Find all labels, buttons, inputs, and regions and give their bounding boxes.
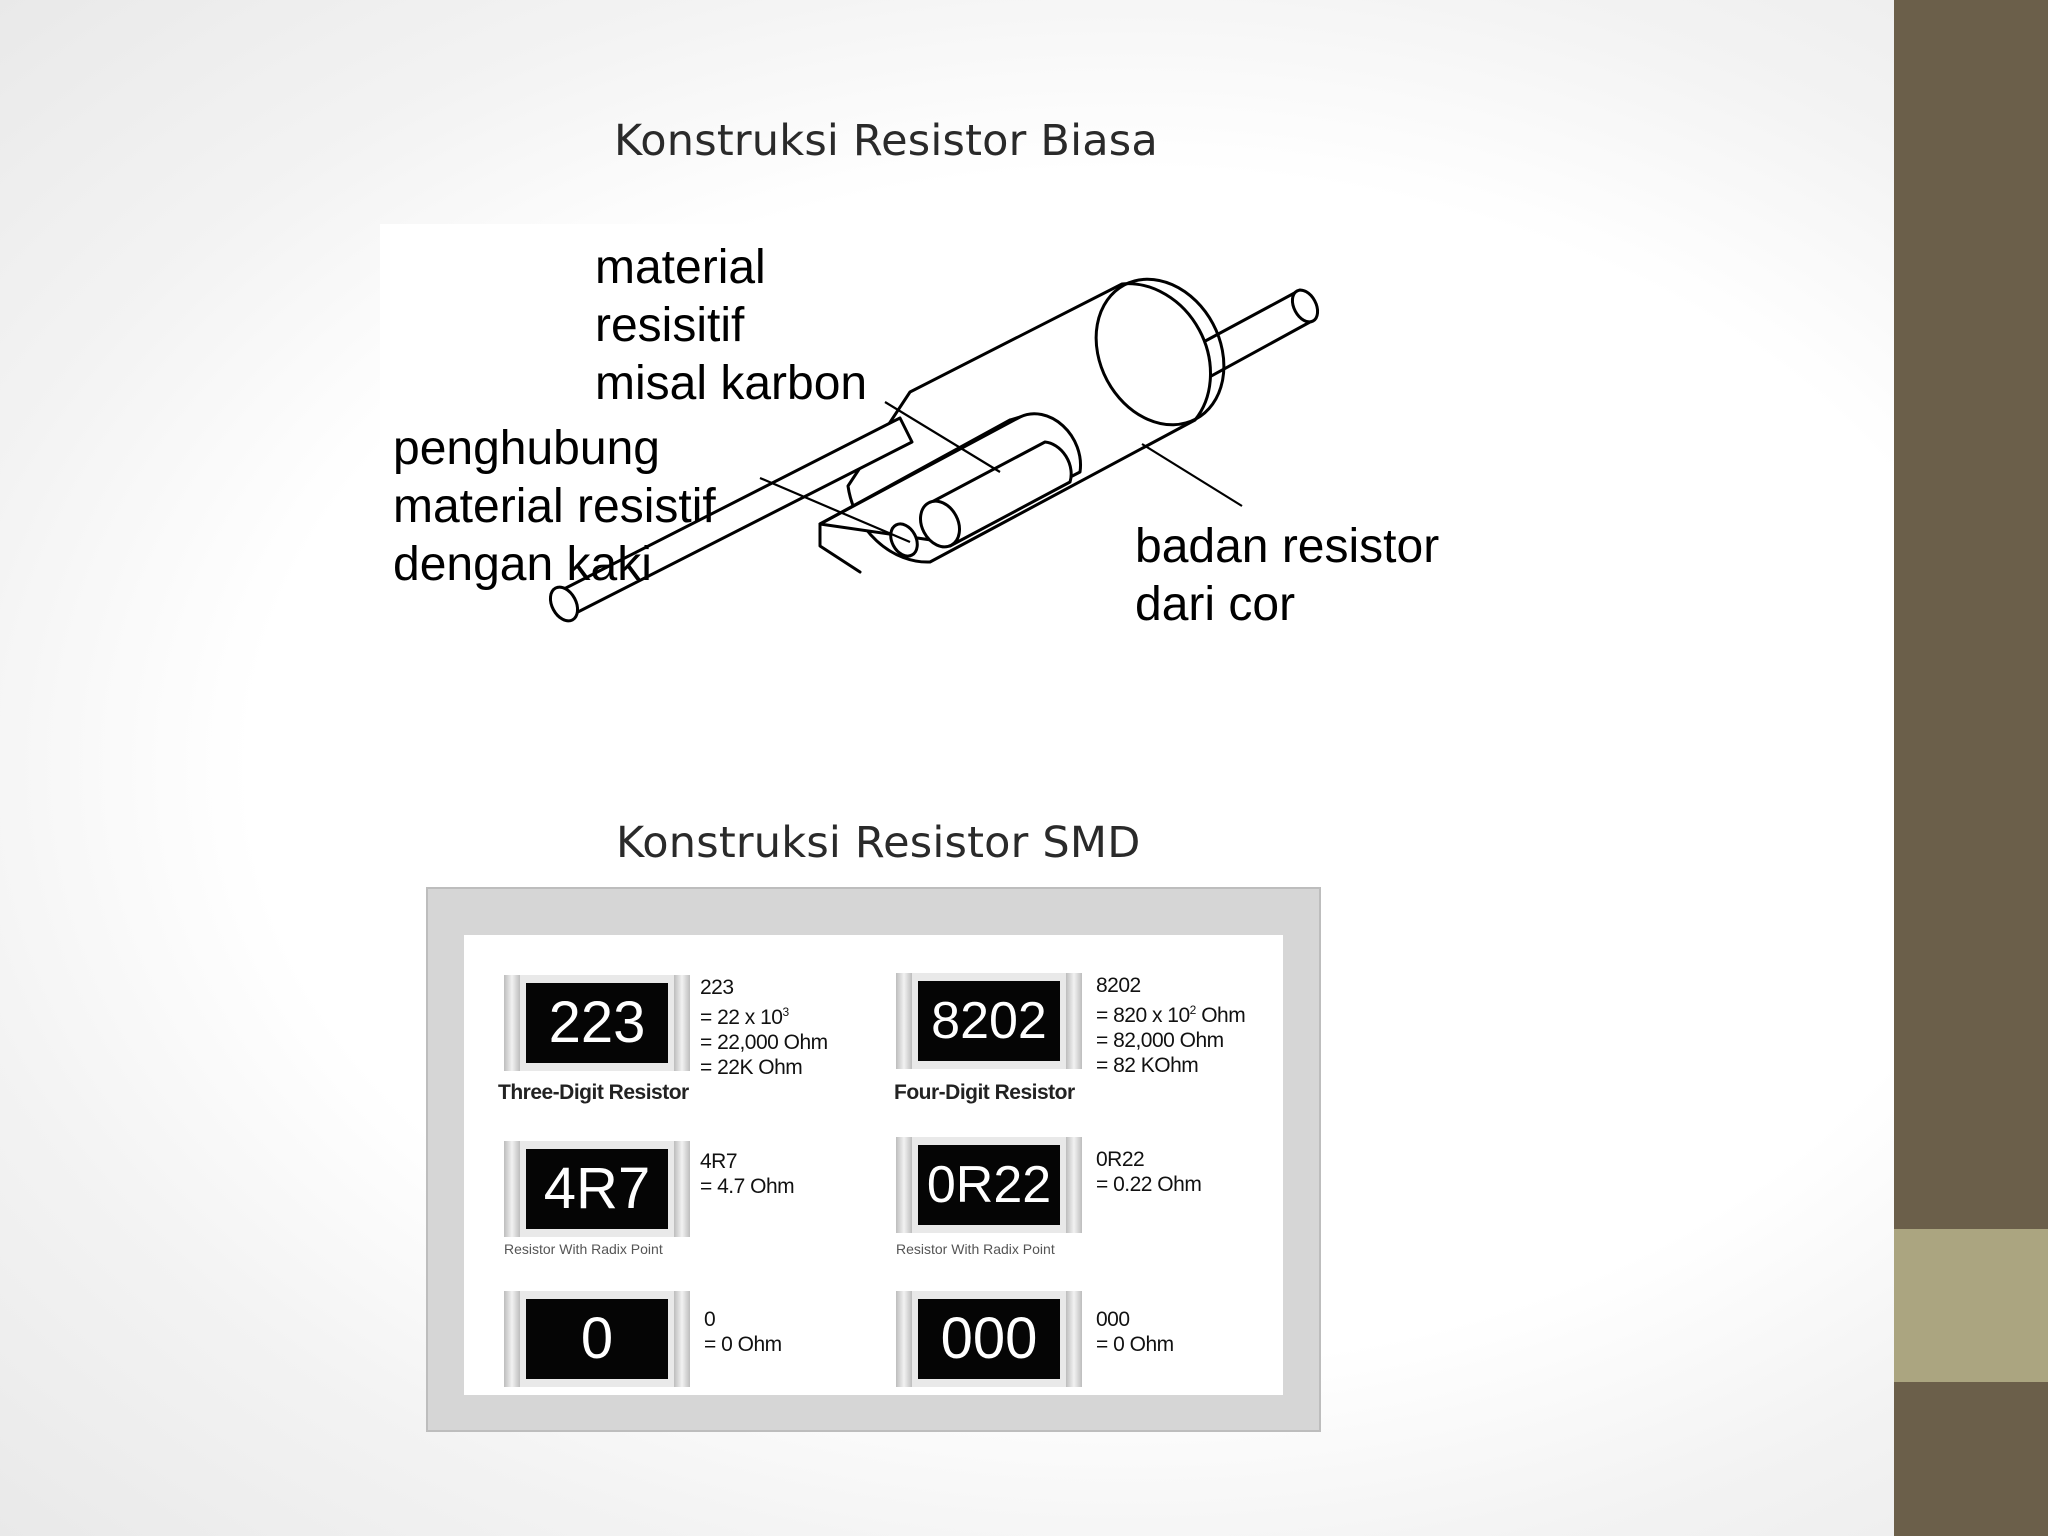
note-line: 0: [704, 1308, 716, 1331]
note-line: = 82,000 Ohm: [1096, 1029, 1224, 1052]
label-line: dari cor: [1135, 578, 1296, 631]
note-line: = 22,000 Ohm: [700, 1031, 828, 1054]
label-line: material: [595, 241, 766, 294]
caption-four-digit: Four-Digit Resistor: [894, 1081, 1075, 1104]
label-line: misal karbon: [595, 357, 868, 410]
title-regular-resistor: Konstruksi Resistor Biasa: [614, 116, 1158, 166]
smd-chip-000: [896, 1291, 1082, 1387]
note-line: 000: [1096, 1308, 1130, 1331]
note-text: = 22 x 10: [700, 1006, 783, 1029]
label-connector: [393, 420, 716, 594]
smd-chip-223: [504, 975, 690, 1071]
note-line: 8202: [1096, 974, 1141, 997]
caption-three-digit: Three-Digit Resistor: [498, 1081, 689, 1104]
note-0: [704, 1307, 782, 1357]
note-line: [1096, 998, 1245, 1028]
smd-chip-0r22: [896, 1137, 1082, 1233]
note-000: [1096, 1307, 1174, 1357]
note-line: = 4.7 Ohm: [700, 1175, 795, 1198]
note-0r22: [1096, 1147, 1201, 1197]
smd-chip-0: [504, 1291, 690, 1387]
note-exponent: 2: [1189, 1003, 1196, 1017]
chip-code: 4R7: [526, 1149, 668, 1229]
label-line: badan resistor: [1135, 520, 1440, 573]
note-text: Ohm: [1195, 1004, 1246, 1027]
smd-chip-8202: [896, 973, 1082, 1069]
note-line: = 22K Ohm: [700, 1056, 803, 1079]
chip-code: 8202: [918, 981, 1060, 1061]
chip-code: 000: [918, 1299, 1060, 1379]
note-line: = 0 Ohm: [704, 1333, 782, 1356]
caption-radix-a: Resistor With Radix Point: [504, 1241, 663, 1257]
note-exponent: 3: [782, 1005, 789, 1019]
chip-code: 223: [526, 983, 668, 1063]
note-line: [700, 1000, 828, 1030]
sidebar-accent-block: [1894, 1229, 2048, 1382]
label-line: dengan kaki: [393, 538, 652, 591]
regular-resistor-illustration: [380, 224, 1462, 654]
note-line: 0R22: [1096, 1148, 1145, 1171]
note-line: = 82 KOhm: [1096, 1054, 1199, 1077]
chip-code: 0: [526, 1299, 668, 1379]
smd-code-panel: [426, 887, 1321, 1432]
label-line: penghubung: [393, 422, 660, 475]
caption-radix-b: Resistor With Radix Point: [896, 1241, 1055, 1257]
note-line: 4R7: [700, 1150, 738, 1173]
note-4r7: [700, 1149, 794, 1199]
leader-body: [1142, 444, 1242, 506]
label-resistive-material: [595, 239, 867, 413]
note-line: 223: [700, 976, 734, 999]
note-223: [700, 975, 828, 1080]
label-line: material resistif: [393, 480, 716, 533]
smd-chip-4r7: [504, 1141, 690, 1237]
title-smd-resistor: Konstruksi Resistor SMD: [616, 818, 1141, 868]
note-line: = 0.22 Ohm: [1096, 1173, 1202, 1196]
note-line: = 0 Ohm: [1096, 1333, 1174, 1356]
chip-code: 0R22: [918, 1145, 1060, 1225]
label-line: resisitif: [595, 299, 745, 352]
note-8202: [1096, 973, 1245, 1078]
note-text: = 820 x 10: [1096, 1004, 1190, 1027]
slide-sidebar: [1894, 0, 2048, 1536]
label-resistor-body: [1135, 518, 1439, 634]
smd-code-panel-inner: [464, 935, 1283, 1395]
